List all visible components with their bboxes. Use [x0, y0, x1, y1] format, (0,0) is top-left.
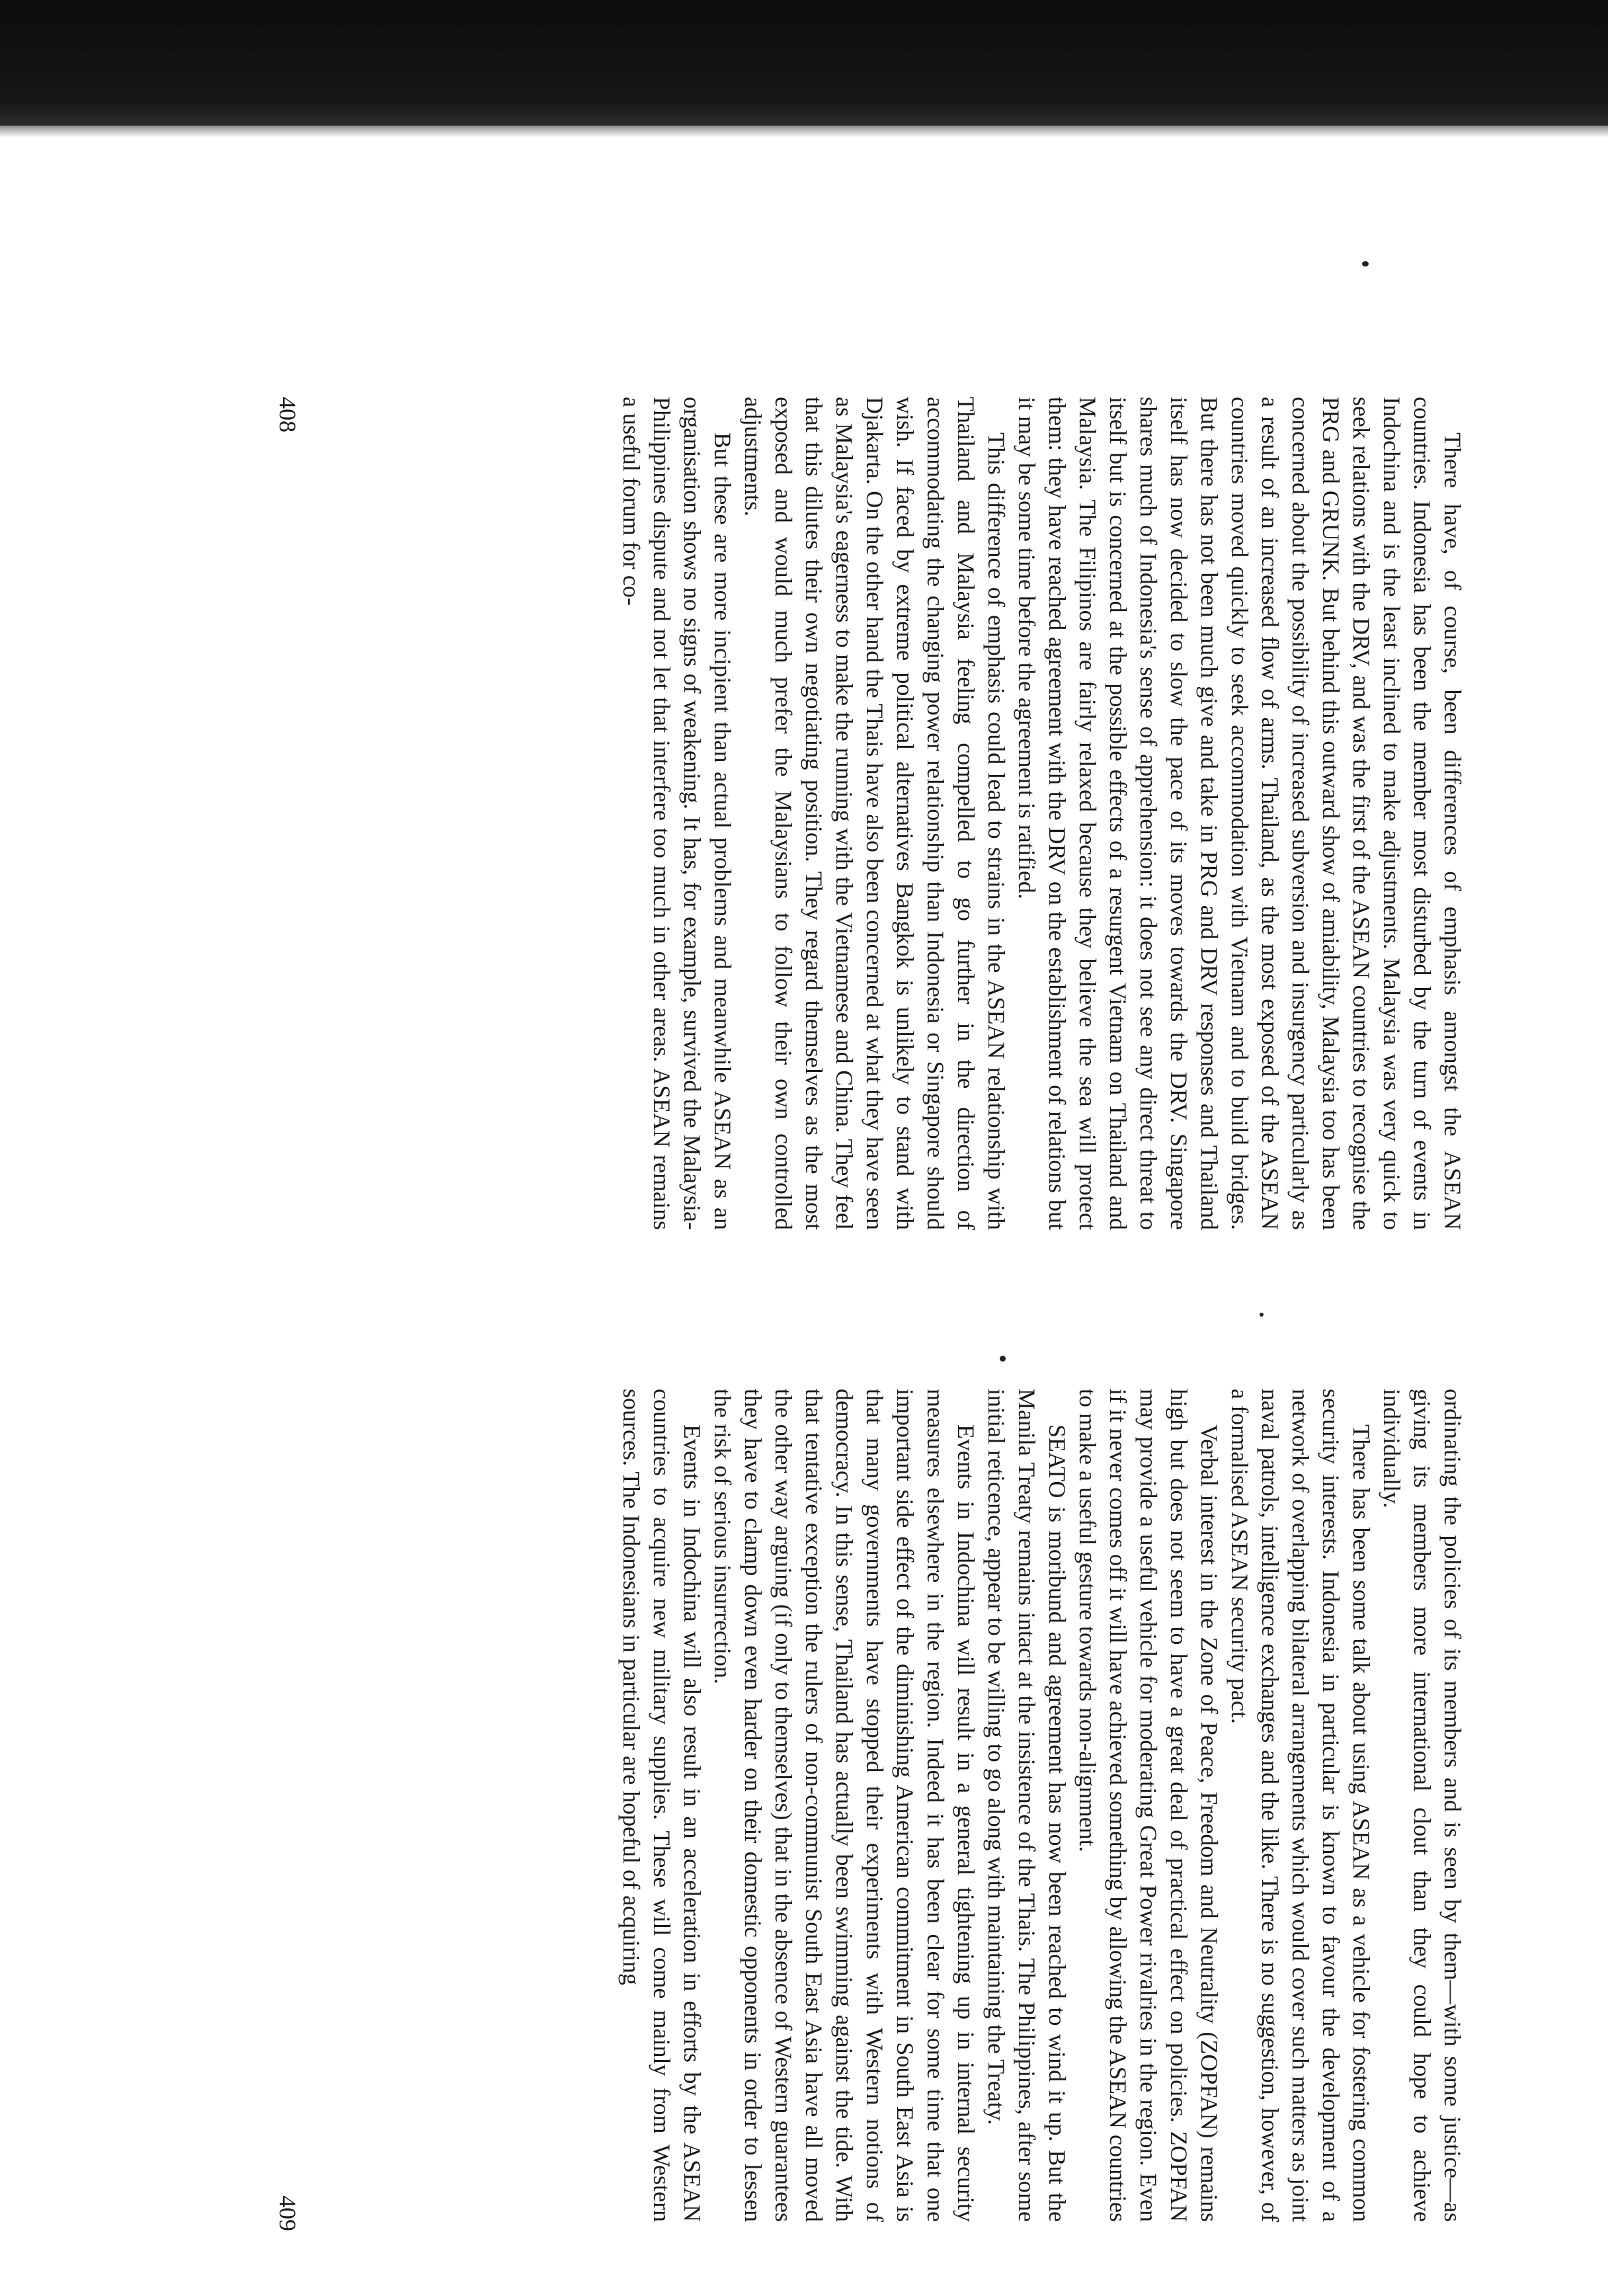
right-paragraph-3: Verbal interest in the Zone of Peace, Freedom and Neutrality (ZOPFAN) remains high but does not seem to have a great deal of practical effect on policies. ZOPFAN may provide a useful vehicle for moderating Great Power rivalries in the region. Even if it never comes off it will have achieved something by allowing the ASEAN countries to make a useful gesture towards non-alignment.	[1074, 1389, 1223, 2222]
right-paragraph-1: ordinating the policies of its members and is seen by them—with some justice—as giving its members more international clout than they could hope to achieve individually.	[1379, 1389, 1466, 2222]
right-page	[172, 1309, 1468, 2262]
scanner-shadow-band	[0, 0, 1608, 126]
left-paragraph-3: But these are more incipient than actual problems and meanwhile ASEAN as an organisation shows no signs of weakening. It has, for example, survived the Malaysia-Philippines dispute and not let that interfere too much in other areas. ASEAN remains a useful forum for co-	[618, 397, 736, 1230]
right-paragraph-2: There has been some talk about using ASEAN as a vehicle for fostering common security interests. Indonesia in particular is known to favour the development of a network of overlapping bilateral arrangements which would cover such matters as joint naval patrols, intelligence exchanges and the like. There is no suggestion, however, of a formalised ASEAN security pact.	[1226, 1389, 1375, 2222]
left-page	[172, 357, 1468, 1309]
scanner-shadow-edge	[0, 118, 1608, 138]
right-page-number: 409	[274, 2195, 301, 2231]
left-page-text-column	[616, 397, 1468, 1230]
left-page-number: 408	[274, 397, 301, 432]
right-page-text-column	[616, 1389, 1468, 2222]
right-paragraph-4: SEATO is moribund and agreement has now been reached to wind it up. But the Manila Treaty remains intact at the insistence of the Thais. The Philippines, after some initial reticence, appear to be willing to go along with maintaining the Treaty.	[983, 1389, 1070, 2222]
right-paragraph-6: Events in Indochina will also result in an acceleration in efforts by the ASEAN countries to acquire new military supplies. These will come mainly from Western sources. The Indonesians in particular are hopeful of acquiring	[618, 1389, 705, 2222]
left-paragraph-2: This difference of emphasis could lead to strains in the ASEAN relationship with Thailand and Malaysia feeling compelled to go further in the direction of accommodating the changing power relationship than Indonesia or Singapore should wish. If faced by extreme political alternatives Bangkok is unlikely to stand with Djakarta. On the other hand the Thais have also been concerned at what they have seen as Malaysia's eagerness to make the running with the Vietnamese and China. They feel that this dilutes their own negotiating position. They regard themselves as the most exposed and would much prefer the Malaysians to follow their own controlled adjustments.	[740, 397, 1010, 1230]
left-paragraph-1: There have, of course, been differences of emphasis amongst the ASEAN countries. Indonesia has been the member most disturbed by the turn of events in Indochina and is the least inclined to make adjustments. Malaysia was very quick to seek relations with the DRV, and was the first of the ASEAN countries to recognise the PRG and GRUNK. But behind this outward show of amiability, Malaysia too has been concerned about the possibility of increased subversion and insurgency particularly as a result of an increased flow of arms. Thailand, as the most exposed of the ASEAN countries moved quickly to seek accommodation with Vietnam and to build bridges. But there has not been much give and take in PRG and DRV responses and Thailand itself has now decided to slow the pace of its moves towards the DRV. Singapore shares much of Indonesia's sense of apprehension: it does not see any direct threat to itself but is concerned at the possible effects of a resurgent Vietnam on Thailand and Malaysia. The Filipinos are fairly relaxed because they believe the sea will protect them: they have reached agreement with the DRV on the establishment of relations but it may be some time before the agreement is ratified.	[1014, 397, 1466, 1230]
right-paragraph-5: Events in Indochina will result in a general tightening up in internal security measures elsewhere in the region. Indeed it has been clear for some time that one important side effect of the diminishing American commitment in South East Asia is that many governments have stopped their experiments with Western notions of democracy. In this sense, Thailand has actually been swimming against the tide. With that tentative exception the rulers of non-communist South East Asia have all moved the other way arguing (if only to themselves) that in the absence of Western guarantees they have to clamp down even harder on their domestic opponents in order to lessen the risk of serious insurrection.	[709, 1389, 979, 2222]
scan-speck	[1362, 261, 1369, 266]
rotated-spread	[172, 357, 1468, 2262]
book-spread	[172, 357, 1468, 2262]
